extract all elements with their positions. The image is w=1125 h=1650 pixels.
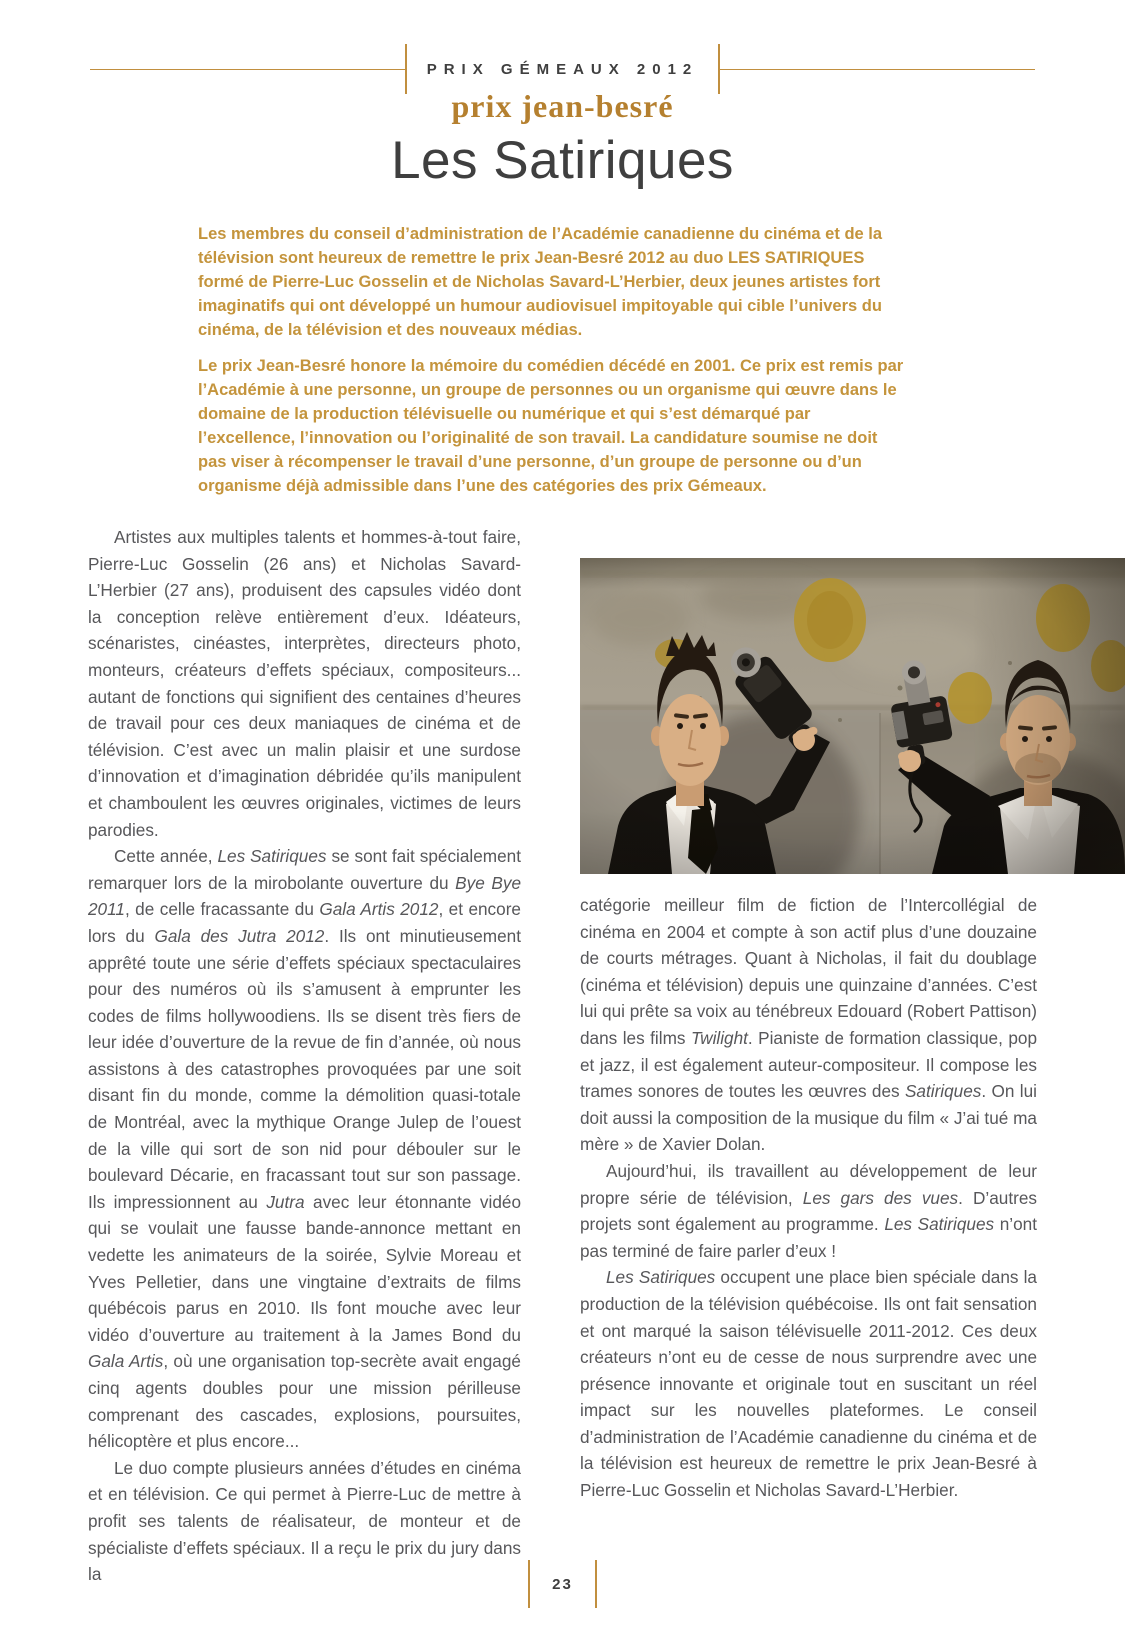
page-number-bar-left — [528, 1560, 530, 1608]
main-title: Les Satiriques — [391, 131, 734, 190]
body-paragraph: Artistes aux multiples talents et hommes-à-tout faire, Pierre-Luc Gosselin (26 ans) et Nicholas Savard-L’Herbier (27 ans), produisent des capsules vidéo dont la conception relève entièrement d’eux. Idéateurs, scénaristes, cinéastes, interprètes, directeurs photo, monteurs, créateurs d’effets spéciaux, compositeurs... autant de fonctions qui signifient des centaines d’heures de travail pour ces deux maniaques de cinéma et de télévision. C’est avec un malin plaisir et une surdose d’innovation et d’imagination débridée qu’ils manipulent et chamboulent les œuvres originales, victimes de leurs parodies. — [88, 527, 521, 840]
intro-block — [198, 222, 910, 510]
body-paragraph: catégorie meilleur film de fiction de l’Intercollégial de cinéma en 2004 et compte à son actif plus d’une douzaine de courts métrages. Quant à Nicholas, il fait du doublage (cinéma et télévision) depuis une quinzaine d’années. C’est lui qui prête sa voix au ténébreux Edouard (Robert Pattison) dans les films Twilight. Pianiste de formation classique, pop et jazz, il est également auteur-compositeur. Il compose les trames sonores de toutes les œuvres des Satiriques. On lui doit aussi la composition de la musique du film « J’ai tué ma mère » de Xavier Dolan. — [580, 895, 1037, 1155]
page-number-footer — [0, 1560, 1125, 1608]
award-title: prix jean-besré — [451, 88, 674, 124]
page-number-bar-right — [595, 1560, 597, 1608]
header-kicker — [90, 44, 1035, 94]
duo-photo — [580, 558, 1125, 874]
body-paragraph: Les Satiriques occupent une place bien spéciale dans la production de la télévision québécoise. Ils ont fait sensation et ont marqué la saison télévisuelle 2011-2012. Ces deux créateurs n’ont eu de cesse de nous surprendre avec une présence innovante et originale tout en suscitant un réel impact sur les nouvelles plateformes. Le conseil d’administration de l’Académie canadienne du cinéma et de la télévision est heureux de remettre le prix Jean-Besré à Pierre-Luc Gosselin et Nicholas Savard-L’Herbier. — [580, 1267, 1037, 1501]
page-number: 23 — [552, 1575, 573, 1593]
kicker-rule-left — [90, 69, 405, 70]
right-column — [580, 892, 1037, 1504]
left-column — [88, 524, 521, 1588]
intro-paragraph: Les membres du conseil d’administration de l’Académie canadienne du cinéma et de la télévision sont heureux de remettre le prix Jean-Besré 2012 au duo LES SATIRIQUES formé de Pierre-Luc Gosselin et de Nicholas Savard-L’Herbier, deux jeunes artistes fort imaginatifs qui ont développé un humour audiovisuel impitoyable qui cible l’univers du cinéma, de la télévision et des nouveaux médias. — [198, 225, 883, 339]
intro-paragraph: Le prix Jean-Besré honore la mémoire du comédien décédé en 2001. Ce prix est remis par l’Académie à une personne, un groupe de personnes ou un organisme qui œuvre dans le domaine de la production télévisuelle ou numérique et qui s’est démarqué par l’excellence, l’innovation ou l’originalité de son travail. La candidature soumise ne doit pas viser à récompenser le travail d’une personne, d’un groupe de personne ou d’un organisme déjà admissible dans l’une des catégories des prix Gémeaux. — [198, 357, 904, 495]
kicker-rule-right — [720, 69, 1035, 70]
body-paragraph: Cette année, Les Satiriques se sont fait spécialement remarquer lors de la mirobolante ouverture du Bye Bye 2011, de celle fracassante du Gala Artis 2012, et encore lors du Gala des Jutra 2012. Ils ont minutieusement apprêté toute une série d’effets spéciaux spectaculaires pour des numéros où ils s’amusent à emprunter les codes de films hollywoodiens. Ils se disent très fiers de leur idée d’ouverture de la revue de fin d’année, où nous assistons à des catastrophes provoquées par une soit disant fin du monde, comme la démolition quasi-totale de Montréal, avec la mythique Orange Julep de l’ouest de la ville qui sort de son nid pour débouler sur le boulevard Décarie, en fracassant tout sur son passage. Ils impressionnent au Jutra avec leur étonnante vidéo qui se voulait une fausse bande-annonce mettant en vedette les animateurs de la soirée, Sylvie Moreau et Yves Pelletier, dans une vingtaine d’extraits de films québécois parus en 2010. Ils font mouche avec leur vidéo d’ouverture au traitement à la James Bond du Gala Artis, où une organisation top-secrète avait engagé cinq agents doubles pour une mission périlleuse comprenant des cascades, explosions, poursuites, hélicoptère et plus encore... — [88, 846, 522, 1452]
kicker-label: PRIX GÉMEAUX 2012 — [426, 60, 699, 78]
body-paragraph: Le duo compte plusieurs années d’études en cinéma et en télévision. Ce qui permet à Pierre-Luc de mettre à profit ses talents de réalisateur, de monteur et de spécialiste d’effets spéciaux. Il a reçu le prix du jury dans la — [88, 1457, 521, 1585]
photo-illustration — [580, 558, 1125, 874]
body-paragraph: Aujourd’hui, ils travaillent au développement de leur propre série de télévision, Les gars des vues. D’autres projets sont également au programme. Les Satiriques n’ont pas terminé de faire parler d’eux ! — [580, 1160, 1038, 1261]
